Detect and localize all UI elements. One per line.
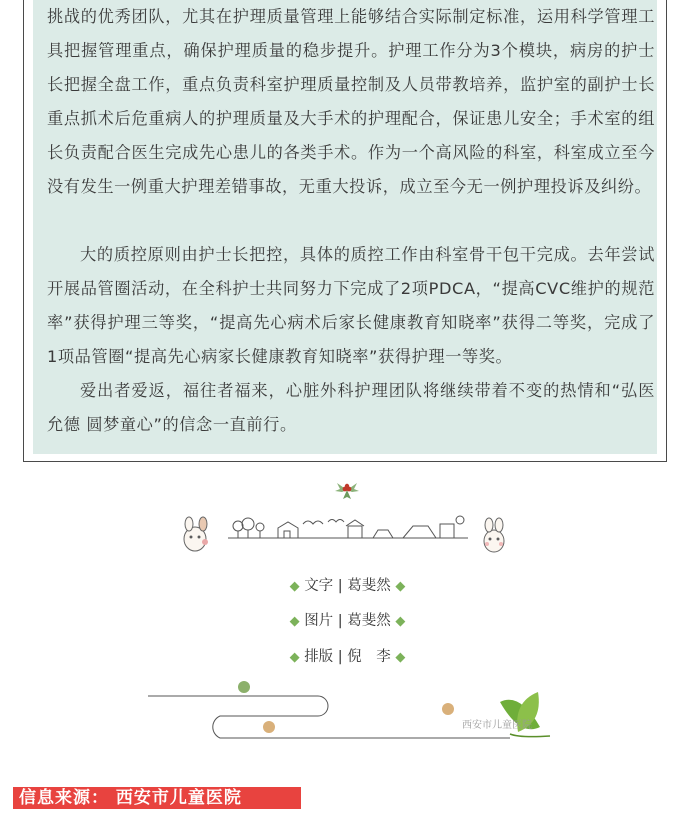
diamond-icon: ◆ — [289, 579, 300, 594]
landscape-line — [228, 516, 468, 538]
diamond-icon: ◆ — [289, 614, 300, 629]
diamond-icon: ◆ — [395, 614, 406, 629]
cartoon-scene-illustration — [178, 512, 508, 557]
diamond-icon: ◆ — [289, 650, 300, 665]
credit-layout — [0, 645, 695, 666]
article-card — [23, 0, 667, 462]
watermark-text: 西安市儿童医院 — [462, 720, 532, 731]
credit-photo-label: 图片 | 葛斐然 — [304, 613, 391, 629]
diamond-icon: ◆ — [395, 650, 406, 665]
right-bunny-icon — [484, 518, 504, 552]
source-banner: 信息来源： 西安市儿童医院 — [13, 787, 301, 809]
credit-layout-label: 排版 | 倪 李 — [304, 649, 391, 665]
article-body — [33, 0, 657, 454]
decorative-line-ornament — [140, 672, 560, 752]
left-bunny-icon — [184, 517, 208, 551]
holly-icon — [333, 477, 361, 503]
diamond-icon: ◆ — [395, 579, 406, 594]
article-paragraph-1: 挑战的优秀团队，尤其在护理质量管理上能够结合实际制定标准，运用科学管理工具把握管理重点，确保护理质量的稳步提升。护理工作分为3个模块，病房的护士长把握全盘工作，重点负责科室护理质量控制及人员带教培养，监护室的副护士长重点抓术后危重病人的护理质量及大手术的护理配合，保证患儿安全；手术室的组长负责配合医生完成先心患儿的各类手术。作为一个高风险的科室，科室成立至今没有发生一例重大护理差错事故，无重大投诉，成立至今无一例护理投诉及纠纷。 — [47, 7, 655, 196]
credit-text — [0, 574, 695, 595]
credit-text-label: 文字 | 葛斐然 — [304, 578, 391, 594]
credit-photo — [0, 609, 695, 630]
article-paragraph-3: 爱出者爱返，福往者福来，心脏外科护理团队将继续带着不变的热情和“弘医允德 圆梦童心”的信念一直前行。 — [47, 381, 655, 434]
article-paragraph-2: 大的质控原则由护士长把控，具体的质控工作由科室骨干包干完成。去年尝试开展品管圈活动，在全科护士共同努力下完成了2项PDCA，“提高CVC维护的规范率”获得护理三等奖，“提高先心病术后家长健康教育知晓率”获得二等奖，完成了1项品管圈“提高先心病家长健康教育知晓率”获得护理一等奖。 — [47, 245, 655, 366]
